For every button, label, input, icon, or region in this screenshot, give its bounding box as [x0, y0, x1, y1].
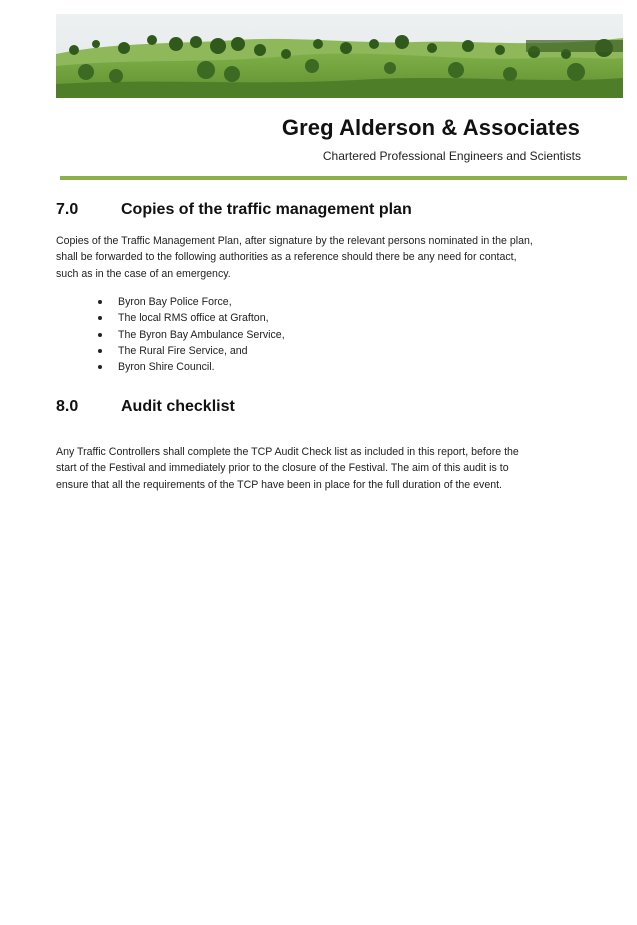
list-item: The local RMS office at Grafton, [96, 310, 285, 326]
section-7-paragraph [56, 233, 596, 282]
company-tagline: Chartered Professional Engineers and Scientists [322, 149, 581, 163]
section-7-number: 7.0 [56, 201, 79, 218]
section-7-title: Copies of the traffic management plan [121, 201, 412, 218]
list-item: The Rural Fire Service, and [96, 343, 285, 359]
paragraph-line: shall be forwarded to the following authorities as a reference should there be any need for contact, [56, 251, 517, 264]
paragraph-line: Copies of the Traffic Management Plan, after signature by the relevant persons nominated in the plan, [56, 235, 533, 247]
header-divider [60, 176, 627, 180]
paragraph-line: start of the Festival and immediately prior to the closure of the Festival. The aim of this audit is to [56, 462, 509, 475]
paragraph-line: such as in the case of an emergency. [56, 267, 231, 280]
section-7-heading [56, 201, 412, 219]
company-name: Greg Alderson & Associates [281, 115, 580, 140]
list-item: Byron Bay Police Force, [96, 294, 285, 310]
paragraph-line: Any Traffic Controllers shall complete the TCP Audit Check list as included in this report, before the [56, 446, 519, 458]
section-8-number: 8.0 [56, 398, 79, 415]
list-item: Byron Shire Council. [96, 359, 285, 375]
list-item: The Byron Bay Ambulance Service, [96, 327, 285, 343]
paragraph-line: ensure that all the requirements of the TCP have been in place for the full duration of the event. [56, 478, 503, 491]
section-8-title: Audit checklist [121, 398, 235, 415]
section-8-heading [56, 398, 235, 416]
section-8-paragraph [56, 444, 596, 493]
authorities-list [96, 294, 285, 375]
header-landscape-image [56, 14, 623, 98]
